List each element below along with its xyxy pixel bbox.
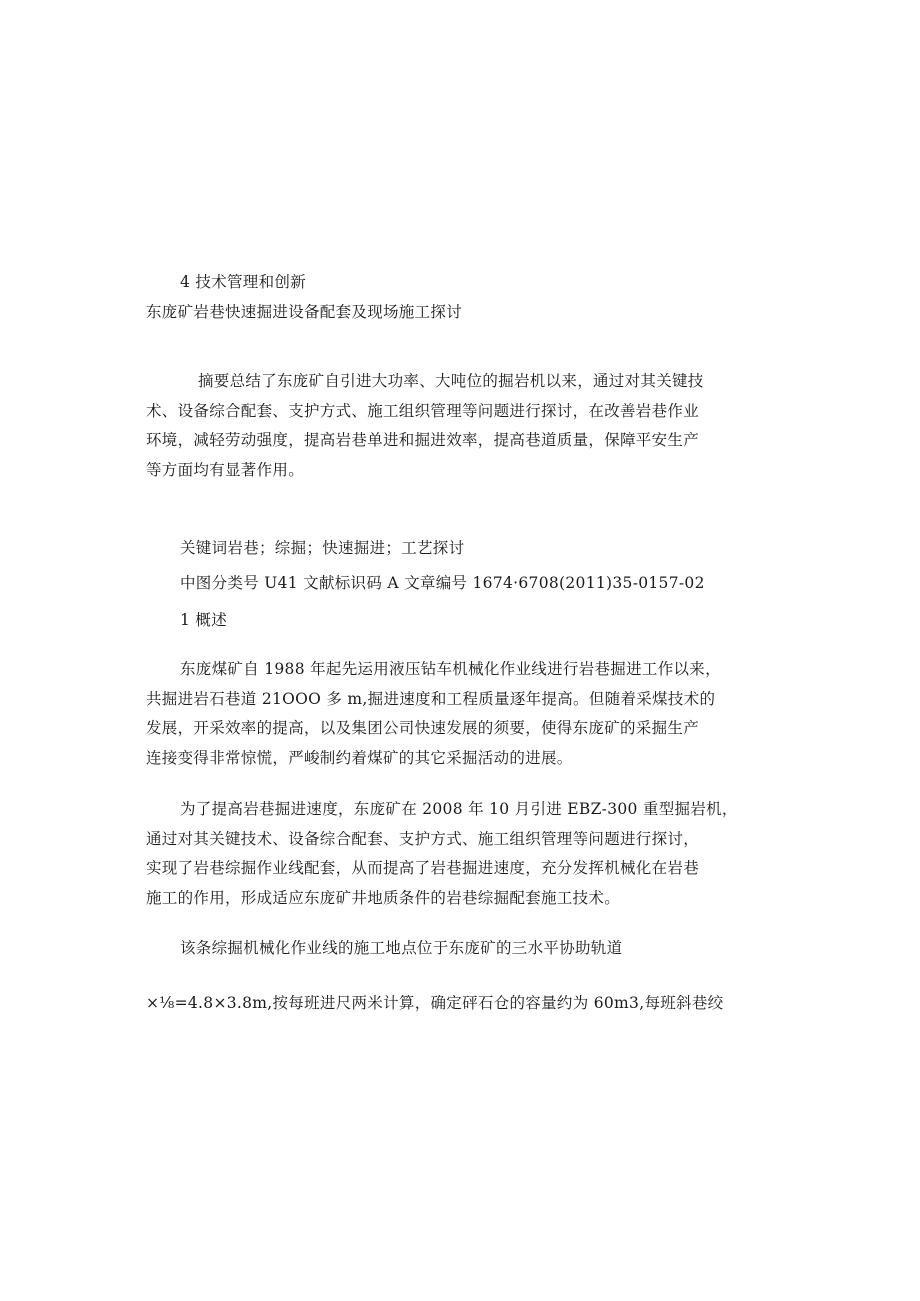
paragraph-line: 实现了岩巷综掘作业线配套，从而提高了岩巷掘进速度，充分发挥机械化在岩巷 <box>146 859 700 877</box>
section-1-title: 1 概述 <box>180 611 227 629</box>
keywords: 关键词岩巷；综掘；快速掘进；工艺探讨 <box>180 539 465 557</box>
paragraph-overview <box>146 655 721 773</box>
abstract-line: 环境，减轻劳动强度，提高岩巷单进和掘进效率，提高巷道质量，保障平安生产 <box>146 431 700 449</box>
paragraph-line: 为了提高岩巷掘进速度，东庞矿在 2008 年 10 月引进 EBZ-300 重型掘岩机， <box>180 800 738 818</box>
paragraph-line: 施工的作用，形成适应东庞矿井地质条件的岩巷综掘配套施工技术。 <box>146 888 621 907</box>
section-heading: 4 技术管理和创新 <box>180 273 306 291</box>
paragraph-line: 连接变得非常惊慌，严峻制约着煤矿的其它采掘活动的进展。 <box>146 748 573 767</box>
paragraph-calculation: ×⅛=4.8×3.8m,按每班进尺两米计算，确定砰石仓的容量约为 60m3,每班斜巷绞 <box>146 994 724 1012</box>
abstract <box>146 367 704 485</box>
paragraph-line: 共掘进岩石巷道 21OOO 多 m,掘进速度和工程质量逐年提高。但随着采煤技术的 <box>146 689 716 708</box>
paragraph-equipment <box>146 795 738 913</box>
article-title: 东庞矿岩巷快速掘进设备配套及现场施工探讨 <box>146 303 463 321</box>
classification-info: 中图分类号 U41 文献标识码 A 文章编号 1674·6708(2011)35-0157-02 <box>180 574 705 592</box>
paragraph-line: 发展，开采效率的提高，以及集团公司快速发展的须要，使得东庞矿的采掘生产 <box>146 719 700 737</box>
paragraph-line: 通过对其关键技术、设备综合配套、支护方式、施工组织管理等问题进行探讨， <box>146 829 700 848</box>
abstract-line: 术、设备综合配套、支护方式、施工组织管理等问题进行探讨，在改善岩巷作业 <box>146 401 700 420</box>
abstract-line: 等方面均有显著作用。 <box>146 460 305 479</box>
paragraph-location: 该条综掘机械化作业线的施工地点位于东庞矿的三水平协助轨道 <box>180 939 623 957</box>
paragraph-line: 东庞煤矿自 1988 年起先运用液压钻车机械化作业线进行岩巷掘进工作以来， <box>180 660 721 678</box>
abstract-line: 摘要总结了东庞矿自引进大功率、大吨位的掘岩机以来，通过对其关键技 <box>198 372 704 390</box>
